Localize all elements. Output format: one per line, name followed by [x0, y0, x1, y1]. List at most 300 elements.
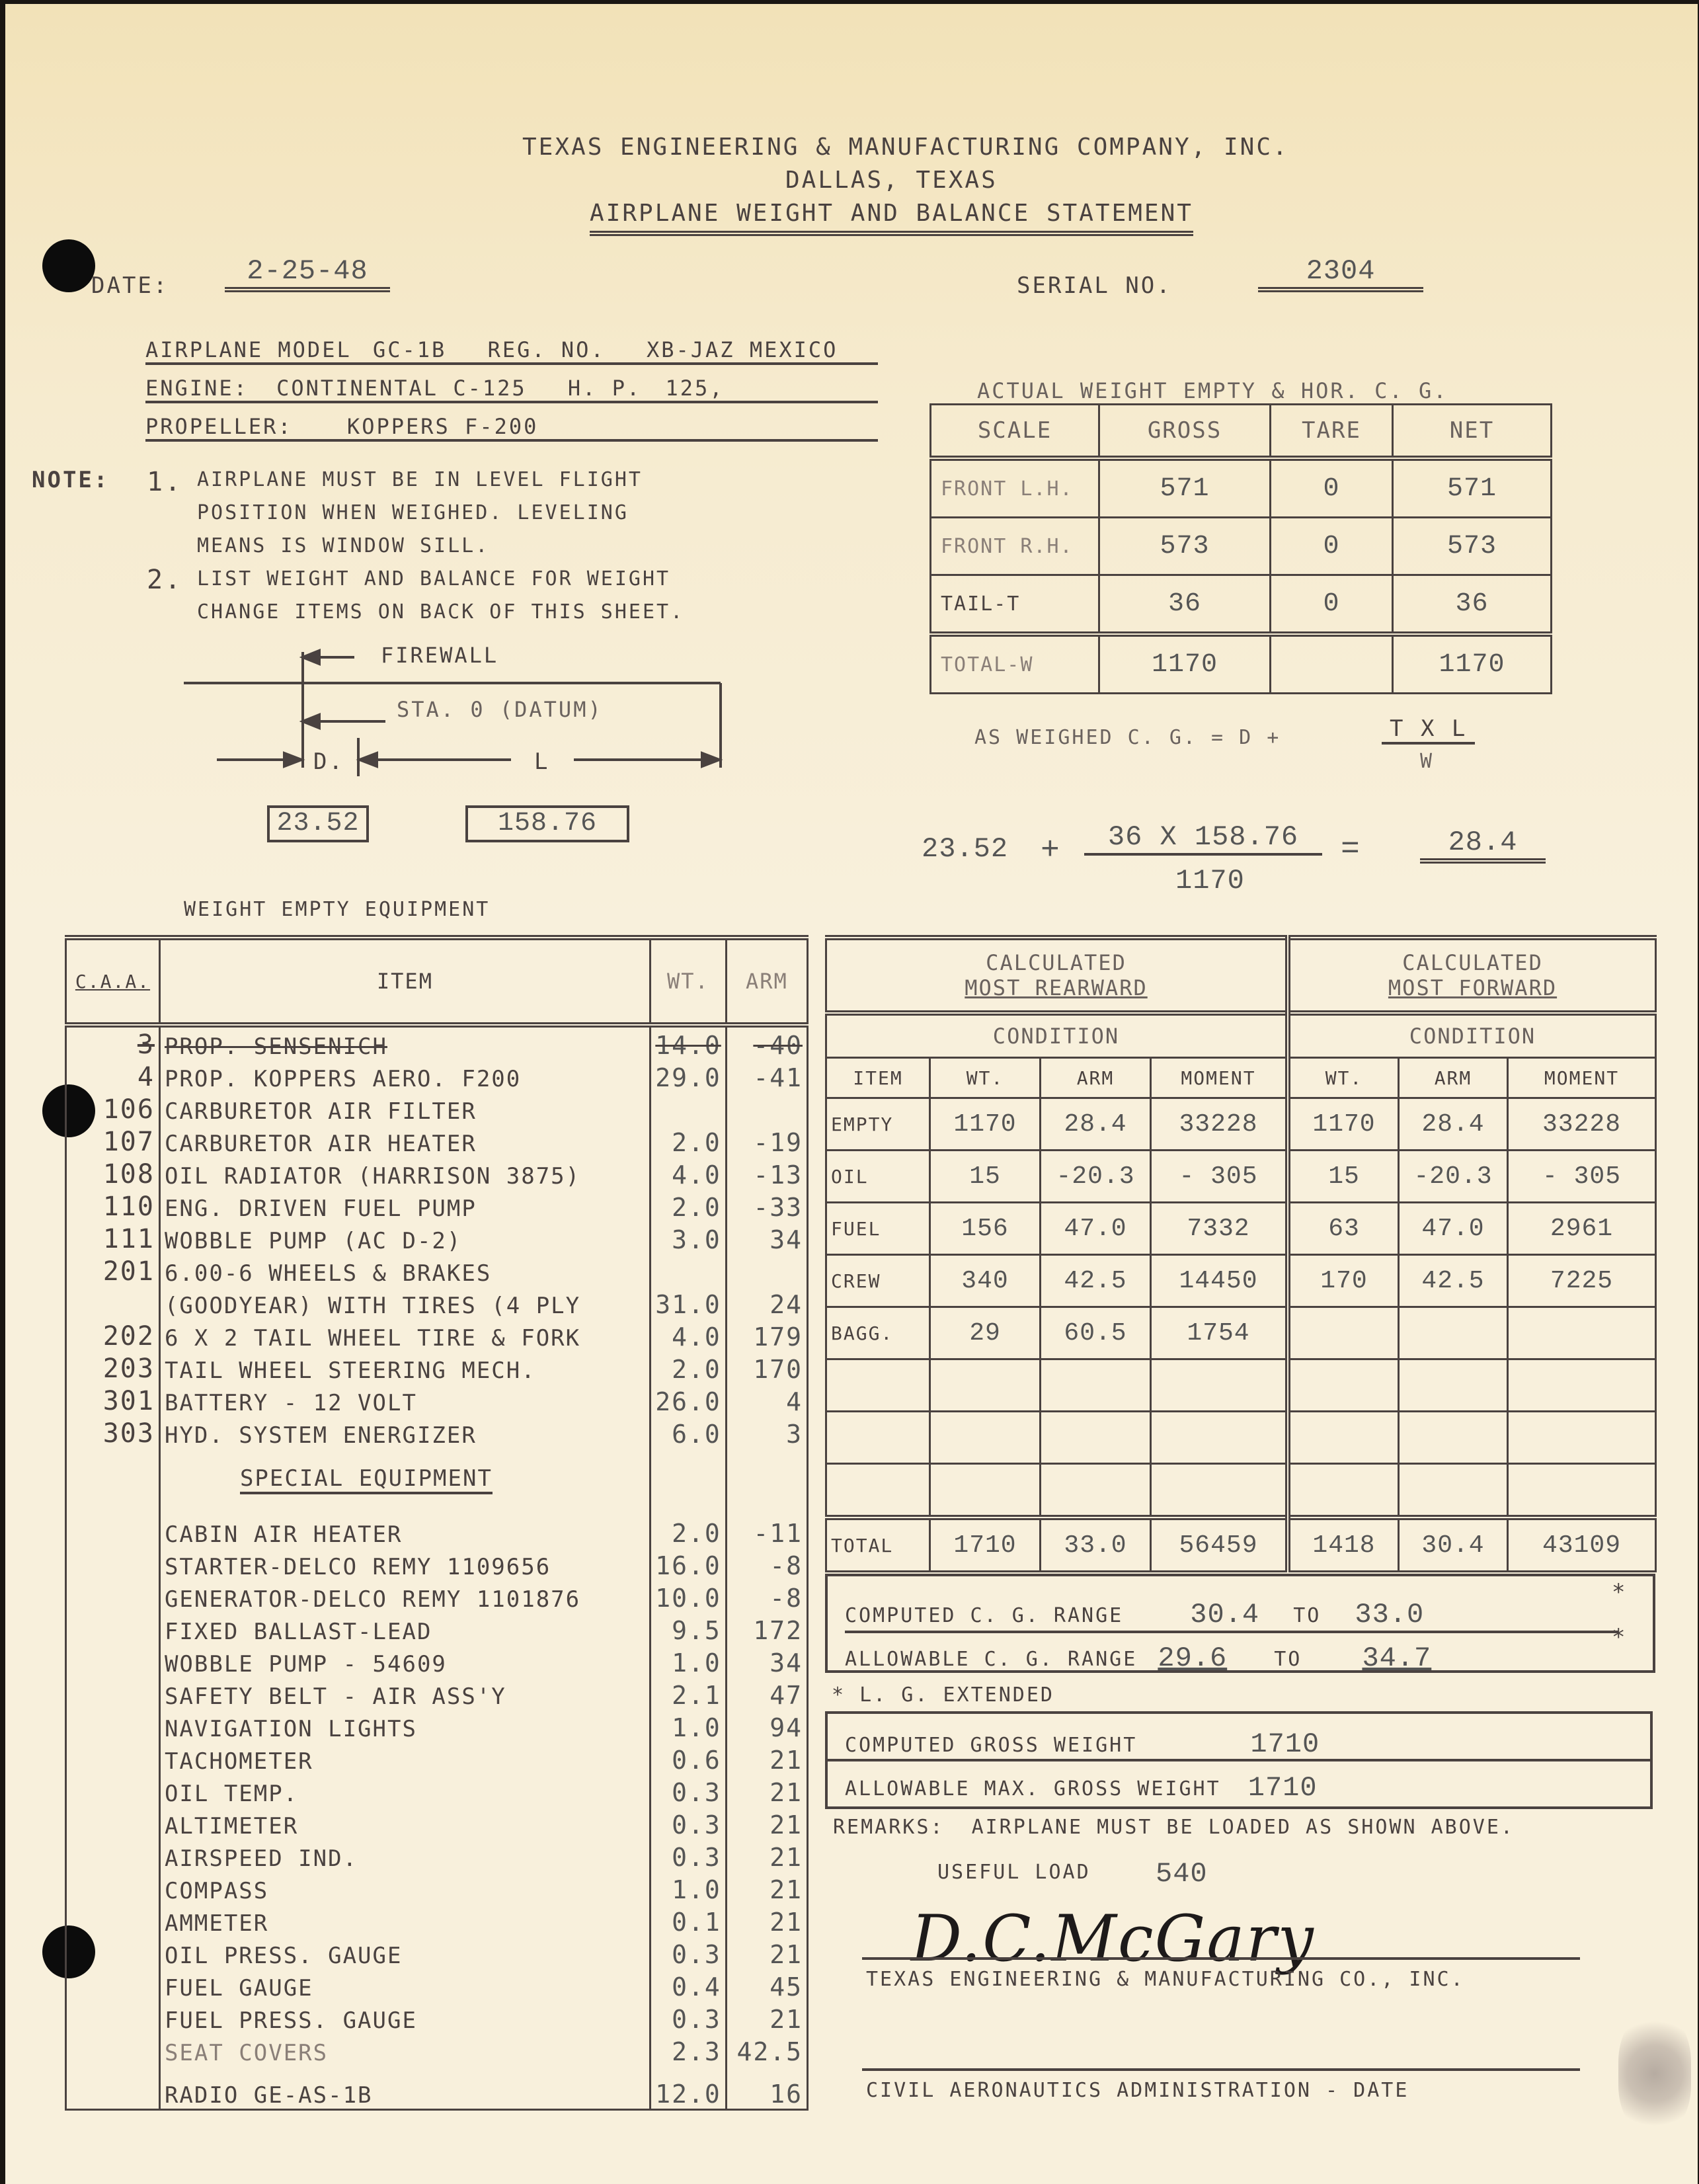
item-weight: 2.1 [650, 1678, 726, 1710]
item-weight: 0.3 [650, 1807, 726, 1840]
item-name: ENG. DRIVEN FUEL PUMP [159, 1190, 650, 1222]
item-arm: 4 [726, 1384, 807, 1416]
l-label: L [534, 748, 550, 775]
table-row [66, 2034, 808, 2066]
table-row [66, 1025, 808, 1060]
note-1-line-2: POSITION WHEN WEIGHED. LEVELING [197, 501, 629, 524]
item-arm: -11 [726, 1508, 807, 1548]
item-weight: 0.3 [650, 2002, 726, 2034]
propeller-label: PROPELLER: [145, 414, 293, 439]
tare-value: 0 [1271, 458, 1393, 518]
table-row [66, 1222, 808, 1254]
rear-weight: 29 [930, 1307, 1041, 1359]
table-row [826, 1255, 1656, 1307]
header-fwd-wt: WT. [1288, 1058, 1399, 1098]
table-row [66, 1904, 808, 1937]
scale-table-title: ACTUAL WEIGHT EMPTY & HOR. C. G. [977, 378, 1448, 403]
header-item: ITEM [159, 938, 650, 1025]
item-arm: -40 [726, 1025, 807, 1060]
reg-value: XB-JAZ MEXICO [646, 337, 838, 362]
scale-table [929, 403, 1552, 694]
item-weight: 1.0 [650, 1710, 726, 1742]
cg-formula-denominator: W [1420, 750, 1435, 773]
cg-calc-plus: + [1041, 833, 1060, 869]
table-row [66, 1384, 808, 1416]
cg-formula-label: AS WEIGHED C. G. = D + [974, 726, 1281, 749]
document-title: AIRPLANE WEIGHT AND BALANCE STATEMENT [590, 200, 1193, 236]
allowable-cg-from: 29.6 [1158, 1642, 1228, 1674]
item-weight: 1.0 [650, 1872, 726, 1904]
cg-calc-numerator: 36 X 158.76 [1084, 821, 1322, 856]
item-weight: 2.0 [650, 1125, 726, 1157]
item-weight: 0.3 [650, 1775, 726, 1807]
fwd-arm: -20.3 [1399, 1151, 1508, 1203]
item-weight [650, 1092, 726, 1125]
item-weight: 14.0 [650, 1025, 726, 1060]
useful-load-label: USEFUL LOAD [937, 1861, 1091, 1884]
item-name: FIXED BALLAST-LEAD [159, 1613, 650, 1645]
condition-row [826, 1013, 1656, 1058]
forward-condition-label: CONDITION [1288, 1013, 1656, 1058]
serial-value: 2304 [1258, 255, 1423, 292]
rear-moment: - 305 [1151, 1151, 1288, 1203]
remarks-text: AIRPLANE MUST BE LOADED AS SHOWN ABOVE. [971, 1816, 1515, 1839]
equipment-table [65, 935, 809, 2111]
item-arm: -41 [726, 1060, 807, 1092]
item-name: TAIL WHEEL STEERING MECH. [159, 1352, 650, 1384]
landing-gear-footnote: * L. G. EXTENDED [832, 1683, 1054, 1707]
table-row [931, 575, 1552, 635]
header-wt: WT. [650, 938, 726, 1025]
item-arm: 170 [726, 1352, 807, 1384]
item-weight: 9.5 [650, 1613, 726, 1645]
rear-total-moment: 56459 [1151, 1517, 1288, 1572]
item-name: 6.00-6 WHEELS & BRAKES [159, 1254, 650, 1287]
table-row [931, 458, 1552, 518]
gross-value: 573 [1099, 518, 1271, 575]
condition-item: FUEL [826, 1203, 930, 1255]
net-value: 1170 [1393, 634, 1552, 694]
item-arm: 34 [726, 1222, 807, 1254]
table-row [66, 1352, 808, 1384]
rear-arm: 42.5 [1041, 1255, 1151, 1307]
d-label: D. [313, 748, 344, 775]
computed-gross-value: 1710 [1250, 1728, 1320, 1760]
table-row [66, 1580, 808, 1613]
tare-value: 0 [1271, 575, 1393, 635]
fwd-weight: 1170 [1288, 1098, 1399, 1151]
useful-load-value: 540 [1156, 1858, 1208, 1890]
fwd-moment: - 305 [1508, 1151, 1656, 1203]
rear-arm: -20.3 [1041, 1151, 1151, 1203]
header-net: NET [1393, 405, 1552, 459]
item-name: GENERATOR-DELCO REMY 1101876 [159, 1580, 650, 1613]
rear-total-arm: 33.0 [1041, 1517, 1151, 1572]
note-1-line-3: MEANS IS WINDOW SILL. [197, 534, 490, 557]
item-arm: -8 [726, 1548, 807, 1580]
fwd-weight: 15 [1288, 1151, 1399, 1203]
rear-moment: 33228 [1151, 1098, 1288, 1151]
fwd-weight [1288, 1307, 1399, 1359]
item-name: CARBURETOR AIR FILTER [159, 1092, 650, 1125]
special-equipment-heading-row [66, 1449, 808, 1508]
item-name: SAFETY BELT - AIR ASS'Y [159, 1678, 650, 1710]
item-arm: 21 [726, 2002, 807, 2034]
gross-value: 36 [1099, 575, 1271, 635]
l-value-box: 158.76 [465, 805, 629, 842]
fwd-arm: 28.4 [1399, 1098, 1508, 1151]
table-row [931, 518, 1552, 575]
allowable-max-gross-weight [845, 1772, 1618, 1804]
scale-name: FRONT L.H. [931, 458, 1099, 518]
caa-number [66, 1287, 160, 1319]
remarks-label: REMARKS: [833, 1816, 945, 1839]
item-arm [726, 1254, 807, 1287]
item-name: (GOODYEAR) WITH TIRES (4 PLY [159, 1287, 650, 1319]
allowable-cg-range [845, 1642, 1618, 1674]
net-value: 36 [1393, 575, 1552, 635]
signature: D.C.McGary [911, 1902, 1315, 1976]
item-name: STARTER-DELCO REMY 1109656 [159, 1548, 650, 1580]
table-row [66, 1807, 808, 1840]
net-value: 571 [1393, 458, 1552, 518]
item-name: CABIN AIR HEATER [159, 1508, 650, 1548]
item-arm [726, 1092, 807, 1125]
table-row [66, 1937, 808, 1969]
table-row [66, 2002, 808, 2034]
item-name: SEAT COVERS [159, 2034, 650, 2066]
header-rear-arm: ARM [1041, 1058, 1151, 1098]
item-weight: 29.0 [650, 1060, 726, 1092]
scale-name: TOTAL-W [931, 634, 1099, 694]
item-name: FUEL GAUGE [159, 1969, 650, 2002]
item-weight: 0.1 [650, 1904, 726, 1937]
item-arm: 24 [726, 1287, 807, 1319]
note-2-number: 2. [147, 565, 183, 595]
item-arm: 21 [726, 1742, 807, 1775]
equipment-title: WEIGHT EMPTY EQUIPMENT [184, 898, 491, 921]
item-name: AIRSPEED IND. [159, 1840, 650, 1872]
item-name: AMMETER [159, 1904, 650, 1937]
table-row [66, 1742, 808, 1775]
gross-value: 1170 [1099, 634, 1271, 694]
table-row [66, 1840, 808, 1872]
note-label: NOTE: [32, 467, 110, 493]
document-page [5, 4, 1698, 2184]
item-name: 6 X 2 TAIL WHEEL TIRE & FORK [159, 1319, 650, 1352]
header-tare: TARE [1271, 405, 1393, 459]
asterisk-2: * [1612, 1624, 1628, 1650]
item-name: COMPASS [159, 1872, 650, 1904]
table-row [66, 1190, 808, 1222]
gross-weight-divider [828, 1759, 1650, 1761]
item-weight: 0.3 [650, 1937, 726, 1969]
caa-number: 111 [66, 1222, 160, 1254]
item-name: PROP. SENSENICH [159, 1025, 650, 1060]
rear-weight: 340 [930, 1255, 1041, 1307]
d-value-box: 23.52 [267, 805, 369, 842]
header-fwd-moment: MOMENT [1508, 1058, 1656, 1098]
signature-company: TEXAS ENGINEERING & MANUFACTURING CO., INC. [866, 1968, 1465, 1991]
rear-arm: 28.4 [1041, 1098, 1151, 1151]
rearward-condition-label: CONDITION [826, 1013, 1288, 1058]
engine-row [145, 376, 878, 403]
table-row [66, 2066, 808, 2110]
item-arm: 21 [726, 1840, 807, 1872]
total-label: TOTAL [826, 1517, 930, 1572]
rear-moment: 1754 [1151, 1307, 1288, 1359]
computed-cg-from: 30.4 [1190, 1599, 1260, 1631]
allowable-cg-to: 34.7 [1362, 1642, 1432, 1674]
rear-weight: 156 [930, 1203, 1041, 1255]
remarks [833, 1816, 1515, 1839]
table-row [826, 1098, 1656, 1151]
fwd-moment: 7225 [1508, 1255, 1656, 1307]
model-label: AIRPLANE MODEL [145, 337, 352, 362]
fwd-total-weight: 1418 [1288, 1517, 1399, 1572]
table-row-empty [826, 1359, 1656, 1412]
item-name: RADIO GE-AS-1B [159, 2066, 650, 2110]
tare-value: 0 [1271, 518, 1393, 575]
calculated-conditions-table [825, 935, 1657, 1572]
datum-label: STA. 0 (DATUM) [397, 697, 603, 722]
caa-number: 202 [66, 1319, 160, 1352]
fwd-total-moment: 43109 [1508, 1517, 1656, 1572]
item-name: CARBURETOR AIR HEATER [159, 1125, 650, 1157]
caa-number: 108 [66, 1157, 160, 1190]
item-weight: 3.0 [650, 1222, 726, 1254]
header-caa: C.A.A. [66, 938, 160, 1025]
table-row [66, 1416, 808, 1449]
item-arm: -8 [726, 1580, 807, 1613]
note-1-line-1: AIRPLANE MUST BE IN LEVEL FLIGHT [197, 468, 643, 491]
allowable-max-gross-label: ALLOWABLE MAX. GROSS WEIGHT [845, 1777, 1221, 1800]
item-weight: 0.6 [650, 1742, 726, 1775]
scale-name: TAIL-T [931, 575, 1099, 635]
item-name: OIL PRESS. GAUGE [159, 1937, 650, 1969]
stamp-mark [1618, 2014, 1691, 2133]
allowable-max-gross-value: 1710 [1247, 1772, 1318, 1804]
condition-item: BAGG. [826, 1307, 930, 1359]
item-arm: 21 [726, 1775, 807, 1807]
reg-label: REG. NO. [487, 337, 606, 362]
rear-total-weight: 1710 [930, 1517, 1041, 1572]
rear-arm: 60.5 [1041, 1307, 1151, 1359]
asterisk-1: * [1612, 1579, 1628, 1605]
net-value: 573 [1393, 518, 1552, 575]
item-name: WOBBLE PUMP - 54609 [159, 1645, 650, 1678]
item-weight: 1.0 [650, 1645, 726, 1678]
fwd-total-arm: 30.4 [1399, 1517, 1508, 1572]
allowable-cg-to-word: TO [1274, 1648, 1302, 1671]
item-name: OIL RADIATOR (HARRISON 3875) [159, 1157, 650, 1190]
table-row [66, 1508, 808, 1548]
scale-name: FRONT R.H. [931, 518, 1099, 575]
fwd-arm [1399, 1307, 1508, 1359]
condition-item: EMPTY [826, 1098, 930, 1151]
table-row [66, 1254, 808, 1287]
computed-cg-to: 33.0 [1355, 1599, 1425, 1631]
propeller-row [145, 414, 878, 442]
item-arm: 21 [726, 1937, 807, 1969]
serial-label: SERIAL NO. [1017, 272, 1172, 299]
item-name: BATTERY - 12 VOLT [159, 1384, 650, 1416]
item-arm: 3 [726, 1416, 807, 1449]
item-arm: 47 [726, 1678, 807, 1710]
firewall-label: FIREWALL [381, 643, 499, 668]
fwd-moment: 2961 [1508, 1203, 1656, 1255]
computed-gross-weight [845, 1728, 1618, 1760]
note-2-line-1: LIST WEIGHT AND BALANCE FOR WEIGHT [197, 567, 671, 590]
table-row [66, 1060, 808, 1092]
caa-number: 301 [66, 1384, 160, 1416]
computed-cg-range [845, 1599, 1618, 1633]
equipment-header [66, 938, 808, 1025]
tare-value [1271, 634, 1393, 694]
fwd-weight: 170 [1288, 1255, 1399, 1307]
item-arm: 94 [726, 1710, 807, 1742]
engine-label: ENGINE: [145, 376, 249, 401]
note-2-line-2: CHANGE ITEMS ON BACK OF THIS SHEET. [197, 600, 685, 624]
special-equipment-title: SPECIAL EQUIPMENT [240, 1465, 493, 1494]
computed-cg-label: COMPUTED C. G. RANGE [845, 1604, 1124, 1627]
item-weight: 12.0 [650, 2066, 726, 2110]
item-weight [650, 1254, 726, 1287]
item-name: WOBBLE PUMP (AC D-2) [159, 1222, 650, 1254]
item-weight: 4.0 [650, 1319, 726, 1352]
item-weight: 0.3 [650, 1840, 726, 1872]
item-name: PROP. KOPPERS AERO. F200 [159, 1060, 650, 1092]
most-rearward-title: CALCULATED MOST REARWARD [826, 938, 1288, 1013]
header-arm: ARM [726, 938, 807, 1025]
table-row [66, 1125, 808, 1157]
table-row [66, 1775, 808, 1807]
caa-number: 4 [66, 1060, 160, 1092]
item-weight: 2.0 [650, 1190, 726, 1222]
note-1-number: 1. [147, 467, 183, 497]
most-forward-title: CALCULATED MOST FORWARD [1288, 938, 1656, 1013]
item-weight: 0.4 [650, 1969, 726, 2002]
item-name: ALTIMETER [159, 1807, 650, 1840]
item-arm: 21 [726, 1872, 807, 1904]
table-row [66, 1710, 808, 1742]
item-arm: 21 [726, 1807, 807, 1840]
fwd-moment [1508, 1307, 1656, 1359]
item-weight: 2.0 [650, 1352, 726, 1384]
header-rear-wt: WT. [930, 1058, 1041, 1098]
caa-number: 106 [66, 1092, 160, 1125]
table-row-empty [826, 1412, 1656, 1464]
table-row [66, 1092, 808, 1125]
item-name: HYD. SYSTEM ENERGIZER [159, 1416, 650, 1449]
rear-arm: 47.0 [1041, 1203, 1151, 1255]
caa-number: 201 [66, 1254, 160, 1287]
rear-moment: 7332 [1151, 1203, 1288, 1255]
table-row [66, 1872, 808, 1904]
item-weight: 10.0 [650, 1580, 726, 1613]
allowable-cg-label: ALLOWABLE C. G. RANGE [845, 1648, 1138, 1671]
table-row [66, 1645, 808, 1678]
table-row [66, 1613, 808, 1645]
item-arm: 16 [726, 2066, 807, 2110]
item-arm: 42.5 [726, 2034, 807, 2066]
fwd-weight: 63 [1288, 1203, 1399, 1255]
table-row [66, 1678, 808, 1710]
item-arm: -33 [726, 1190, 807, 1222]
table-row [66, 1319, 808, 1352]
caa-number: 303 [66, 1416, 160, 1449]
table-row-total [931, 634, 1552, 694]
hp-value: 125, [665, 376, 725, 401]
airplane-info-row [145, 337, 878, 365]
item-arm: -13 [726, 1157, 807, 1190]
calc-header-row [826, 1058, 1656, 1098]
computed-cg-to-word: TO [1293, 1604, 1322, 1627]
table-row-total [826, 1517, 1656, 1572]
fwd-arm: 42.5 [1399, 1255, 1508, 1307]
item-weight: 26.0 [650, 1384, 726, 1416]
header-scale: SCALE [931, 405, 1099, 459]
hp-label: H. P. [567, 376, 642, 401]
item-arm: 34 [726, 1645, 807, 1678]
item-weight: 31.0 [650, 1287, 726, 1319]
date-label: DATE: [91, 272, 169, 299]
model-value: GC-1B [372, 337, 447, 362]
item-name: TACHOMETER [159, 1742, 650, 1775]
company-name: TEXAS ENGINEERING & MANUFACTURING COMPANY, INC. [522, 134, 1289, 161]
cg-calc-d: 23.52 [922, 833, 1009, 865]
header-fwd-arm: ARM [1399, 1058, 1508, 1098]
caa-number: 110 [66, 1190, 160, 1222]
cg-result: 28.4 [1420, 827, 1546, 864]
header-item: ITEM [826, 1058, 930, 1098]
table-row [826, 1203, 1656, 1255]
rear-weight: 15 [930, 1151, 1041, 1203]
table-row [66, 1287, 808, 1319]
table-row-empty [826, 1464, 1656, 1518]
item-arm: -19 [726, 1125, 807, 1157]
condition-item: OIL [826, 1151, 930, 1203]
gross-value: 571 [1099, 458, 1271, 518]
item-arm: 45 [726, 1969, 807, 2002]
rear-weight: 1170 [930, 1098, 1041, 1151]
item-weight: 16.0 [650, 1548, 726, 1580]
punch-hole-top [42, 239, 95, 292]
table-row [66, 1969, 808, 2002]
propeller-value: KOPPERS F-200 [346, 414, 539, 439]
item-weight: 6.0 [650, 1416, 726, 1449]
scale-table-header [931, 405, 1552, 459]
item-name: OIL TEMP. [159, 1775, 650, 1807]
company-city: DALLAS, TEXAS [785, 167, 998, 194]
rear-moment: 14450 [1151, 1255, 1288, 1307]
caa-signature-label: CIVIL AERONAUTICS ADMINISTRATION - DATE [866, 2079, 1409, 2102]
cg-calc-equals: = [1341, 832, 1361, 868]
caa-signature-line [862, 2068, 1580, 2071]
table-row [66, 1157, 808, 1190]
signature-line [862, 1957, 1580, 1960]
calc-title-row [826, 938, 1656, 1013]
item-weight: 2.3 [650, 2034, 726, 2066]
cg-formula-numerator: T X L [1382, 715, 1475, 745]
fwd-moment: 33228 [1508, 1098, 1656, 1151]
header-gross: GROSS [1099, 405, 1271, 459]
table-row [826, 1307, 1656, 1359]
item-name: NAVIGATION LIGHTS [159, 1710, 650, 1742]
table-row [66, 1548, 808, 1580]
date-value: 2-25-48 [225, 255, 390, 292]
caa-number: 107 [66, 1125, 160, 1157]
